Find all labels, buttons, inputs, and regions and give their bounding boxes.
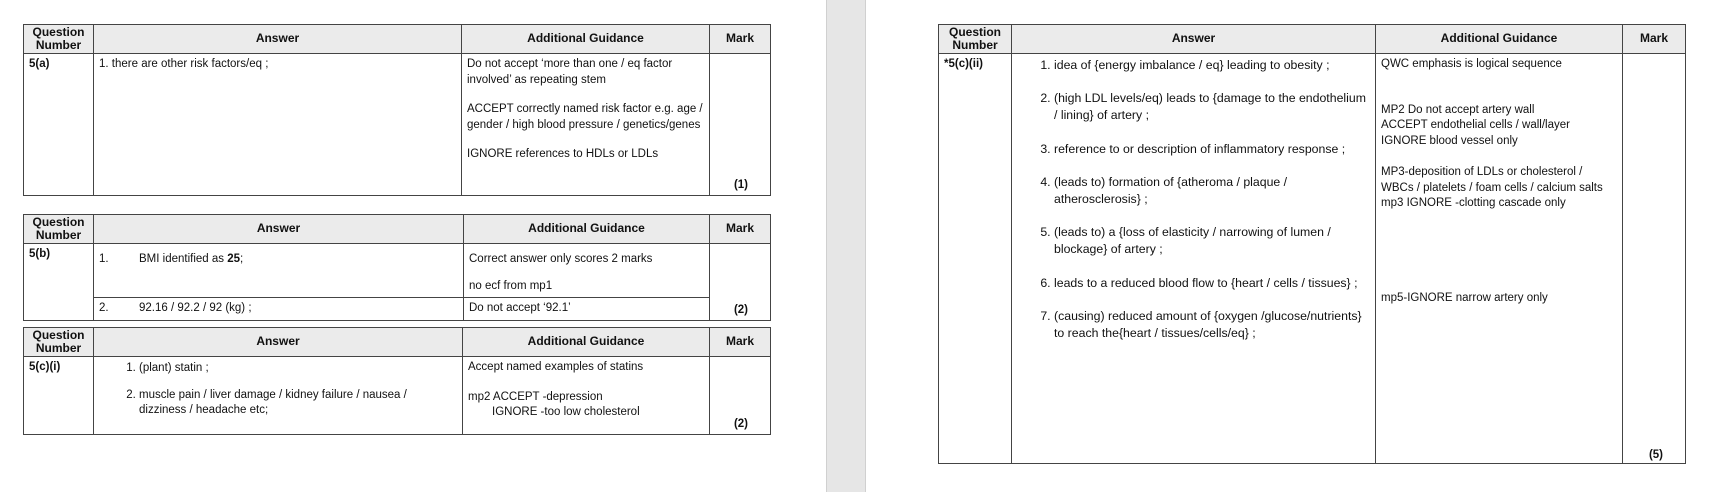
guidance-cell — [462, 54, 710, 196]
guidance-text: IGNORE references to HDLs or LDLs — [467, 148, 659, 161]
answer-item: 1. BMI identified as 25; — [94, 244, 464, 298]
guidance-text: Do not accept ‘92.1’ — [464, 298, 710, 321]
guidance-text: MP3-deposition of LDLs or cholesterol / — [1381, 166, 1583, 179]
guidance-text: QWC emphasis is logical sequence — [1381, 58, 1562, 70]
header-guidance: Additional Guidance — [463, 328, 710, 357]
answer-item: 2. muscle pain / liver damage / kidney failure / nausea / dizziness / headache etc; — [139, 388, 457, 419]
question-number: 5(b) — [24, 244, 94, 321]
header-guidance: Additional Guidance — [462, 25, 710, 54]
answer-item: 5. (leads to) a {loss of elasticity / narrowing of lumen / blockage} of artery ; — [1054, 224, 1370, 258]
answer-item: 6. leads to a reduced blood flow to {heart / cells / tissues} ; — [1054, 275, 1370, 292]
guidance-text: Do not accept ‘more than one / eq factor involved’ as repeating stem — [467, 58, 673, 86]
page-gap — [826, 0, 866, 492]
answer-item: 1. idea of {energy imbalance / eq} leading to obesity ; — [1054, 57, 1370, 74]
guidance-text: mp3 IGNORE -clotting cascade only — [1381, 197, 1566, 210]
mark-value: (2) — [733, 418, 748, 431]
header-question-number: Question Number — [24, 328, 94, 357]
guidance-text: IGNORE blood vessel only — [1381, 134, 1518, 147]
mark-scheme-table-5ci — [23, 327, 771, 435]
answer-item: 2. (high LDL levels/eq) leads to {damage to the endothelium / lining} of artery ; — [1054, 90, 1370, 124]
mark-value: (5) — [1648, 449, 1663, 462]
right-page — [866, 0, 1718, 492]
header-guidance: Additional Guidance — [1376, 25, 1623, 54]
guidance-text: no ecf from mp1 — [464, 276, 710, 298]
answer-item: 4. (leads to) formation of {atheroma / plaque / atherosclerosis} ; — [1054, 174, 1370, 208]
guidance-text: ACCEPT correctly named risk factor e.g. age / gender / high blood pressure / genetics/genes — [467, 103, 703, 131]
answer-text: 1. there are other risk factors/eq ; — [94, 54, 462, 196]
header-question-number: Question Number — [24, 215, 94, 244]
guidance-text: IGNORE -too low cholesterol — [492, 406, 640, 419]
header-mark: Mark — [710, 215, 771, 244]
header-mark: Mark — [710, 328, 771, 357]
guidance-text: MP2 Do not accept artery wall — [1381, 103, 1535, 116]
left-page — [0, 0, 826, 492]
mark-scheme-table-5a — [23, 24, 771, 196]
mark-value: (1) — [733, 179, 748, 192]
question-number: 5(c)(i) — [24, 357, 94, 435]
question-number: *5(c)(ii) — [939, 54, 1012, 464]
guidance-text: ACCEPT endothelial cells / wall/layer — [1381, 119, 1570, 132]
answer-item: 2. 92.16 / 92.2 / 92 (kg) ; — [94, 298, 464, 321]
guidance-text: mp2 ACCEPT -depression — [468, 390, 603, 403]
mark-scheme-table-5cii — [938, 24, 1686, 464]
mark-cell — [1623, 54, 1686, 464]
header-mark: Mark — [710, 25, 771, 54]
answer-item: 1. (plant) statin ; — [139, 361, 457, 377]
answer-cell — [94, 357, 463, 435]
answer-cell — [1012, 54, 1376, 464]
mark-scheme-table-5b — [23, 214, 771, 321]
guidance-cell — [463, 357, 710, 435]
answer-item: 3. reference to or description of inflammatory response ; — [1054, 141, 1370, 158]
header-answer: Answer — [94, 328, 463, 357]
mark-cell — [710, 54, 771, 196]
guidance-text: WBCs / platelets / foam cells / calcium salts — [1381, 181, 1603, 194]
header-mark: Mark — [1623, 25, 1686, 54]
mark-value: (2) — [733, 304, 748, 317]
guidance-text: mp5-IGNORE narrow artery only — [1381, 291, 1548, 304]
header-answer: Answer — [94, 215, 464, 244]
question-number: 5(a) — [24, 54, 94, 196]
header-answer: Answer — [94, 25, 462, 54]
header-guidance: Additional Guidance — [464, 215, 710, 244]
header-question-number: Question Number — [24, 25, 94, 54]
mark-cell — [710, 244, 771, 321]
mark-cell — [710, 357, 771, 435]
header-question-number: Question Number — [939, 25, 1012, 54]
answer-item: 7. (causing) reduced amount of {oxygen /glucose/nutrients} to reach the{heart / tissues/cells/eq} ; — [1054, 308, 1370, 342]
guidance-text: Accept named examples of statins — [468, 361, 644, 373]
guidance-text: Correct answer only scores 2 marks — [464, 244, 710, 276]
guidance-cell — [1376, 54, 1623, 464]
header-answer: Answer — [1012, 25, 1376, 54]
